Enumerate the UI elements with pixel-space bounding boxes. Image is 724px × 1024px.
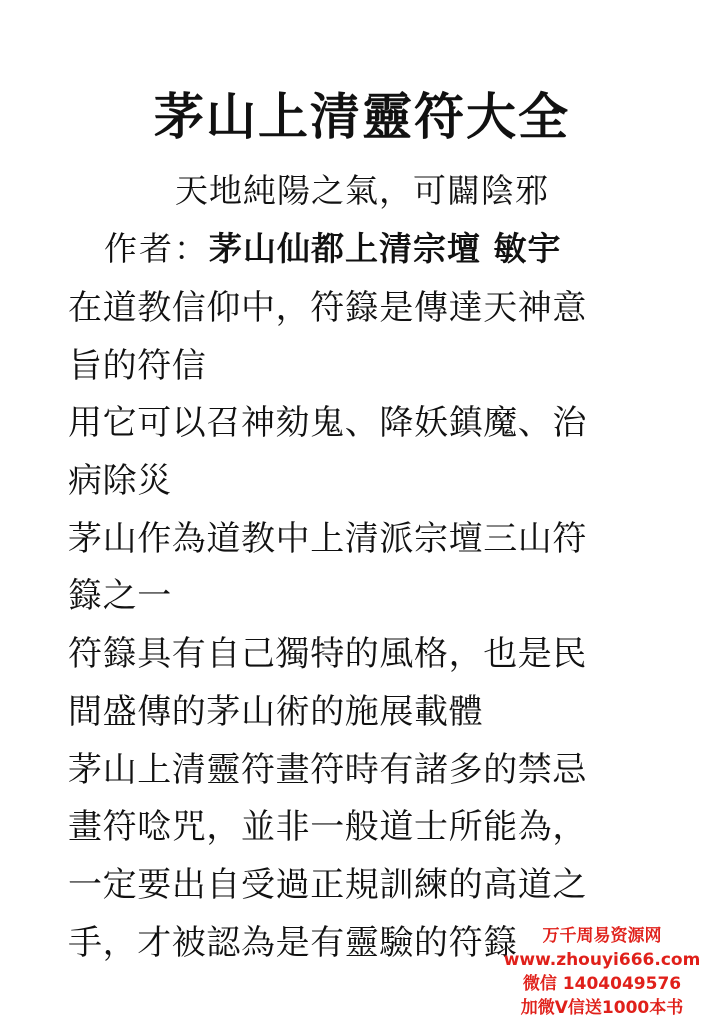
body-text [68,280,678,972]
body-line: 符籙具有自己獨特的風格，也是民 [68,634,587,675]
author-label: 作者： [104,229,209,268]
body-line: 手，才被認為是有靈驗的符籙 [68,922,518,963]
body-line: 茅山作為道教中上清派宗壇三山符 [68,518,587,559]
watermark-wechat: 微信 1404049576 [522,974,682,994]
author-line [104,224,562,274]
body-line: 茅山上清靈符畫符時有諸多的禁忌 [68,749,587,790]
document-title: 茅山上清靈符大全 [154,87,570,146]
body-line: 在道教信仰中，符籙是傳達天神意 [68,288,587,328]
body-line: 用它可以召神劾鬼、降妖鎮魔、治 [68,403,587,444]
body-line: 病除災 [68,461,172,502]
watermark-site-name: 万千周易资源网 [542,926,662,946]
document-subtitle: 天地純陽之氣，可闢陰邪 [175,171,549,210]
watermark-promo: 加微V信送1000本书 [520,998,684,1018]
author-name: 茅山仙都上清宗壇 敏宇 [209,229,562,268]
watermark-url: www.zhouyi666.com [503,950,701,970]
body-line: 畫符唸咒，並非一般道士所能為， [68,807,587,848]
body-line: 間盛傳的茅山術的施展載體 [68,691,484,732]
body-line: 籙之一 [68,576,172,617]
body-line: 一定要出自受過正規訓練的高道之 [68,864,587,905]
body-line: 旨的符信 [68,345,207,386]
watermark [492,924,712,1020]
